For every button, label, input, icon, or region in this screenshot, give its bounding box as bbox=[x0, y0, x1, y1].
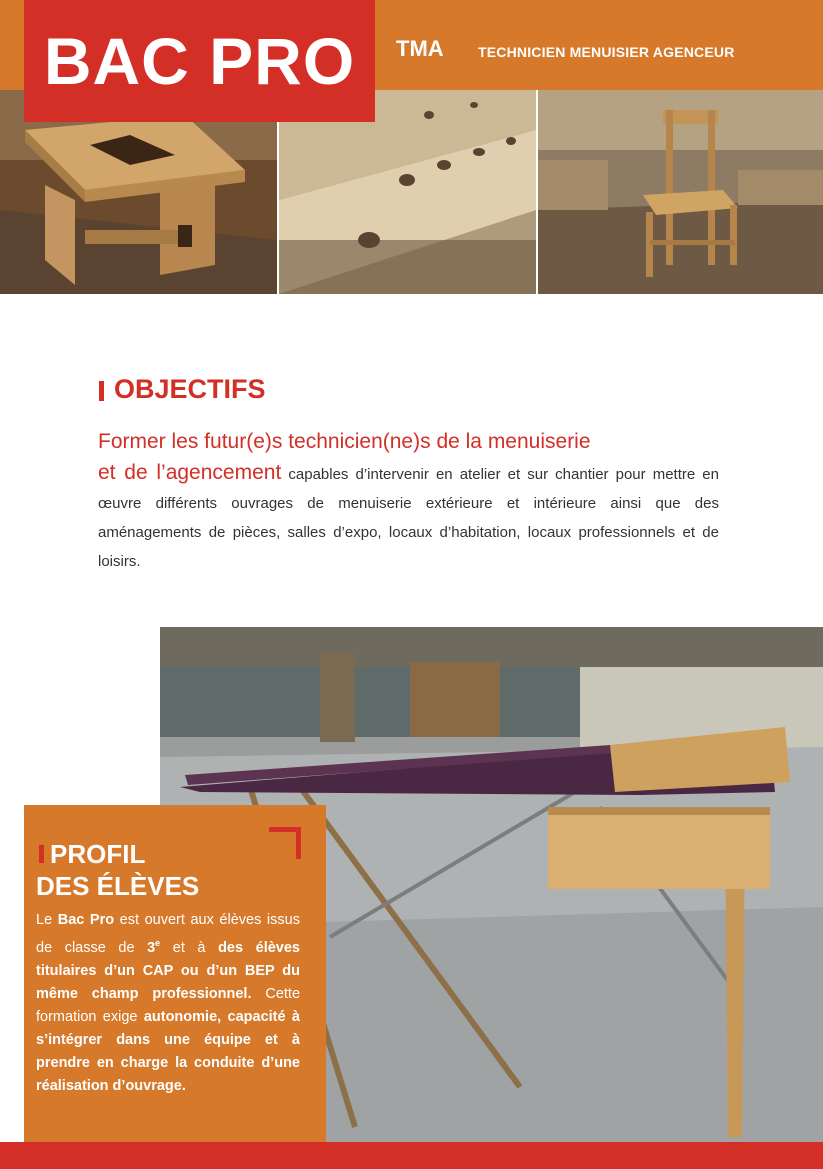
profil-text-bold-3: des élèves titulaires d’un CAP ou d’un BEP du même champ professionnel. bbox=[36, 939, 300, 1002]
tma-subtitle: TECHNICIEN MENUISIER AGENCEUR bbox=[478, 44, 735, 60]
profil-text-bold-2: 3 bbox=[147, 939, 156, 956]
profil-text-1: Le bbox=[36, 912, 58, 928]
objectifs-heading: OBJECTIFS bbox=[114, 374, 266, 404]
profil-heading-line2: DES ÉLÈVES bbox=[36, 871, 200, 901]
corner-bracket-icon bbox=[269, 827, 301, 859]
profil-text-2: est ouvert aux élèves issus de classe de bbox=[36, 912, 300, 956]
bac-pro-title: BAC PRO bbox=[43, 24, 356, 98]
profil-box bbox=[24, 805, 326, 1142]
profil-heading-line1: PROFIL bbox=[50, 839, 146, 869]
profil-text-sup: e bbox=[155, 938, 161, 948]
profil-heading bbox=[36, 838, 199, 902]
objectifs-marker bbox=[99, 381, 104, 401]
photo-chair bbox=[538, 90, 823, 294]
objectifs-lead-continued: et de l’agencement bbox=[98, 461, 282, 484]
profil-text-4: Cette formation exige bbox=[36, 985, 301, 1025]
profil-text-bold-4: autonomie, capacité à s’intégrer dans une équipe et à prendre en charge la conduite d’une réalisation d’ouvrage. bbox=[36, 1008, 300, 1094]
tma-code: TMA bbox=[396, 36, 444, 61]
profil-text-3: et à bbox=[160, 939, 219, 956]
objectifs-body: capables d’intervenir en atelier et sur chantier pour mettre en œuvre différents ouvrages de menuiserie extérieure et intérieure ainsi que des aménagements de pièces, salles d’expo, locaux d’habitation, locaux professionnels et de loisirs. bbox=[98, 466, 719, 570]
objectifs-lead: Former les futur(e)s technicien(ne)s de la menuiserie bbox=[98, 430, 591, 453]
objectifs-text bbox=[98, 458, 719, 576]
profil-text-bold-1: Bac Pro bbox=[57, 912, 115, 928]
footer-band bbox=[0, 1142, 823, 1169]
profil-text bbox=[36, 909, 300, 1098]
bac-pro-title-box bbox=[24, 0, 375, 122]
